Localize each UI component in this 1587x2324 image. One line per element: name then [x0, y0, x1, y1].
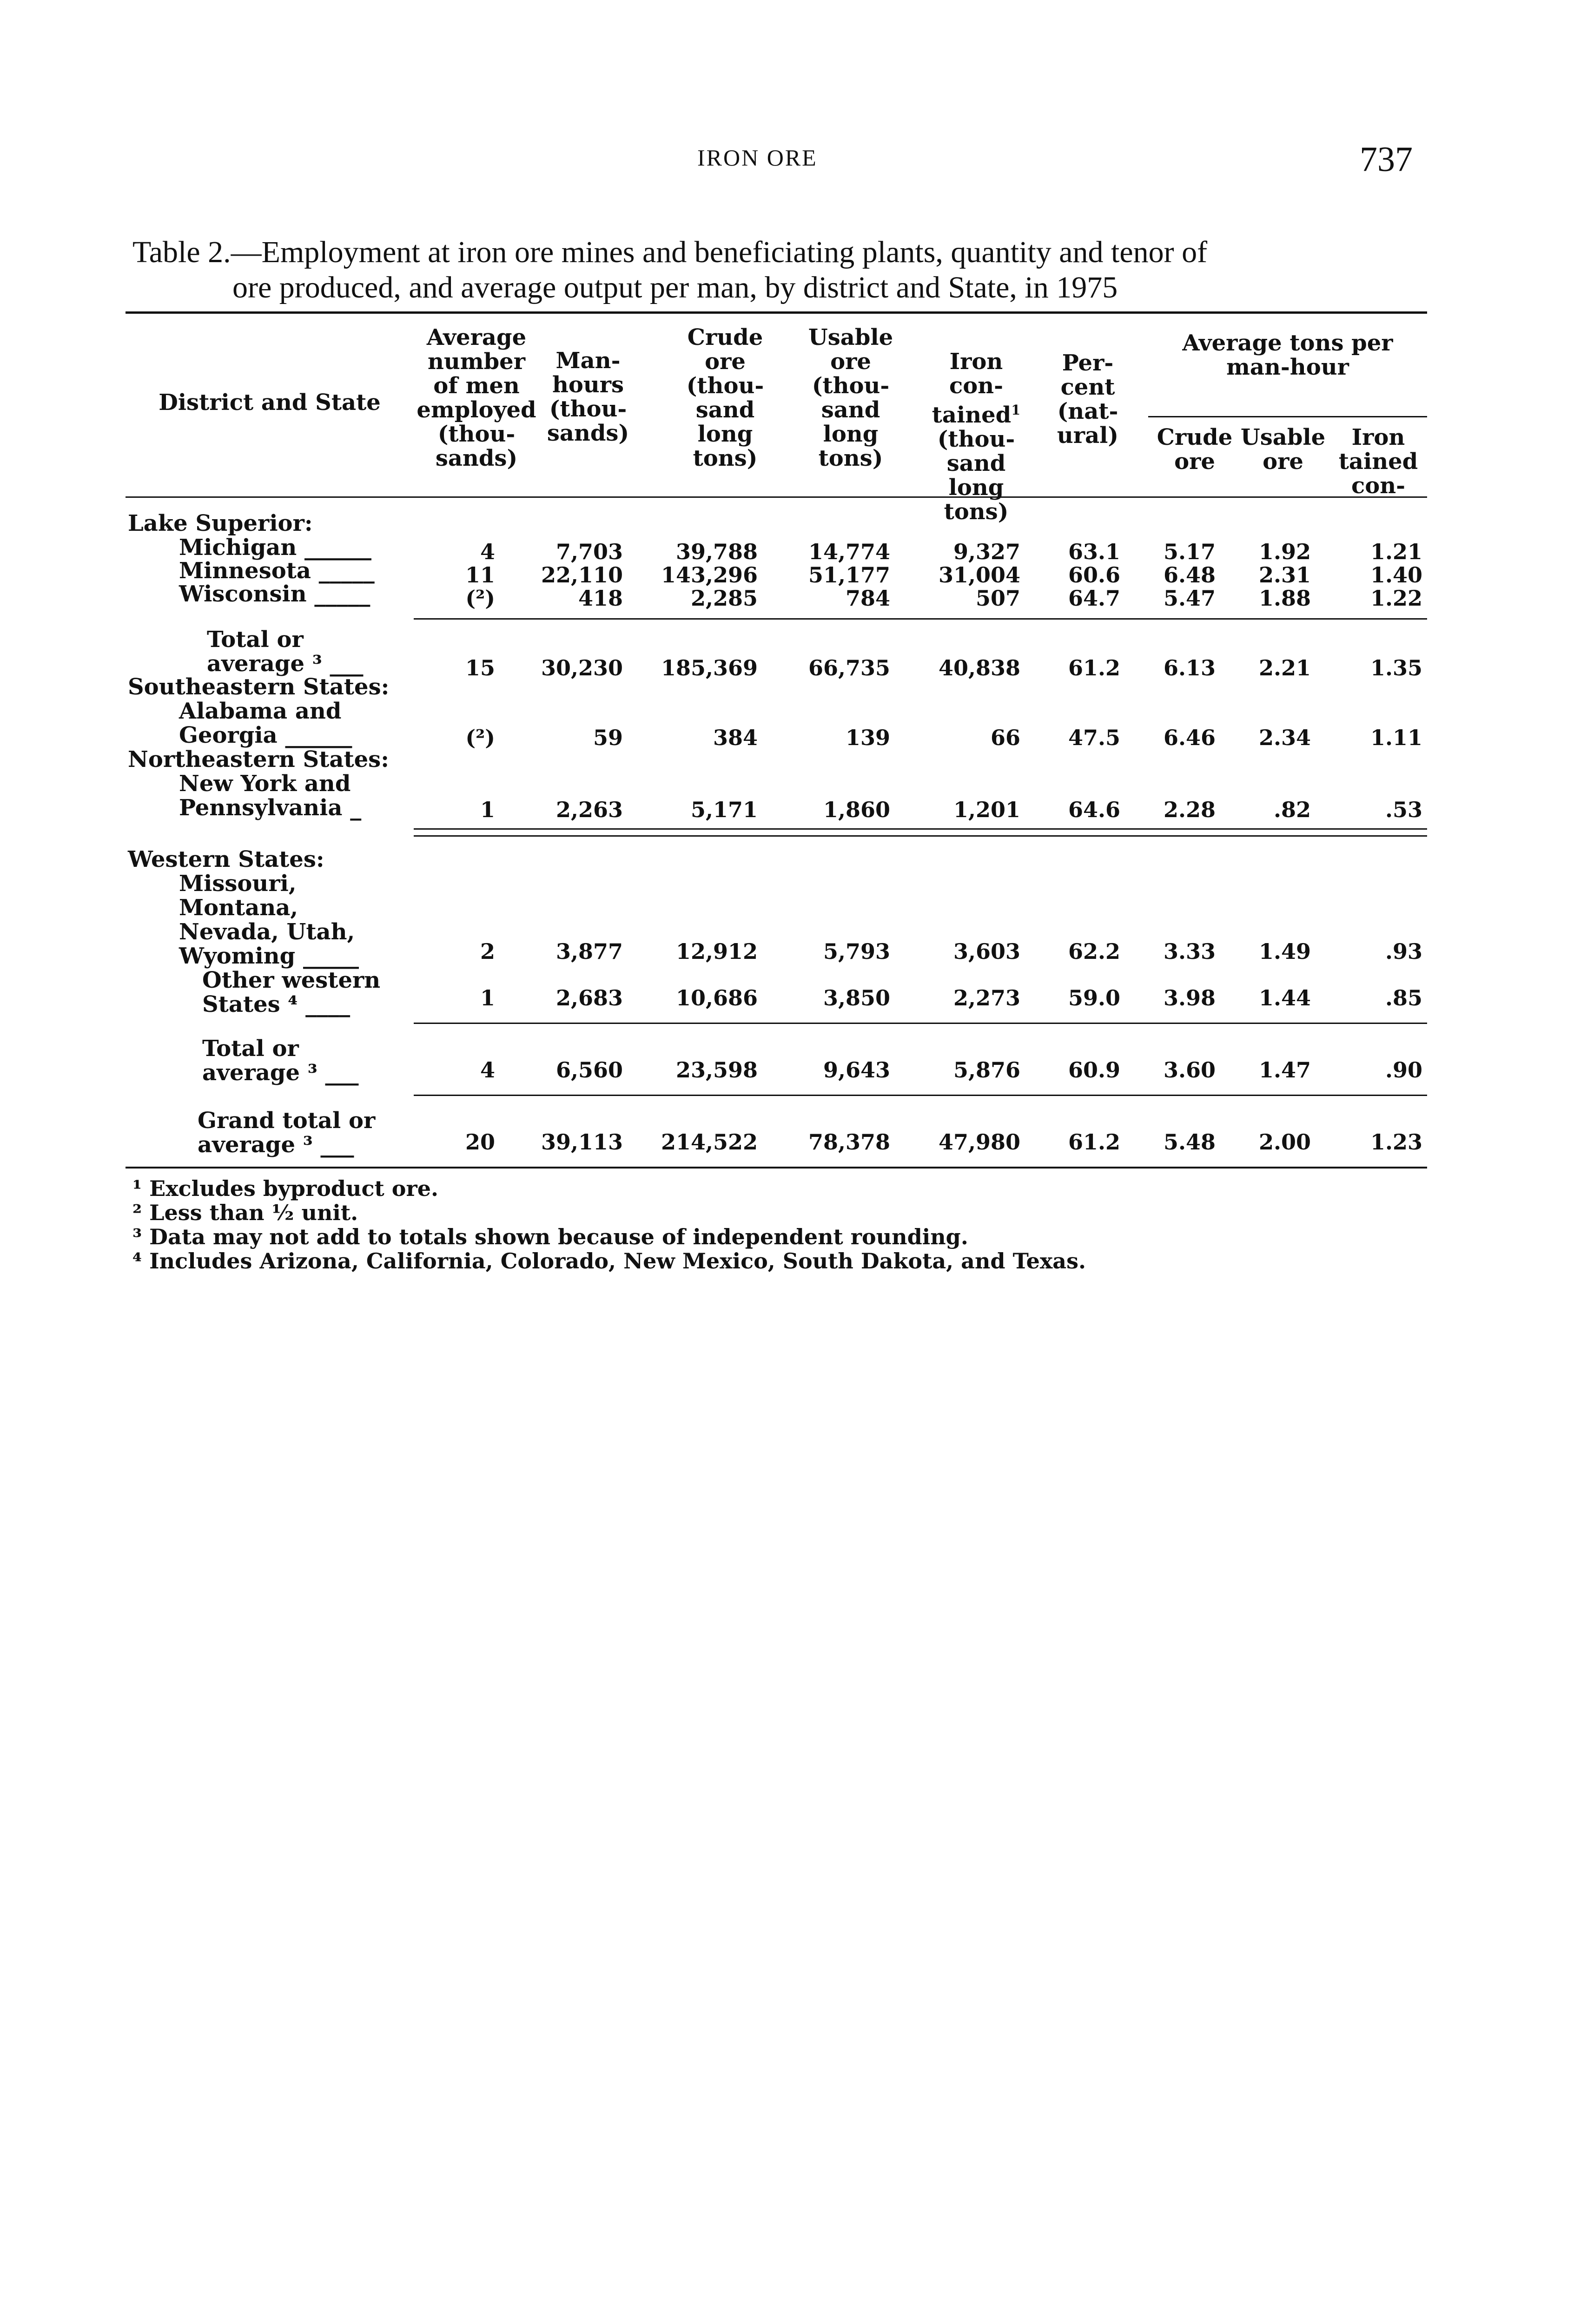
cell-usable-ore: 784 [845, 586, 890, 611]
cell-usable-ore: 3,850 [823, 985, 890, 1010]
header-crude-ore: Crude ore (thou- sand long tons) [686, 324, 764, 471]
cell-iron-contained: 40,838 [938, 655, 1020, 680]
cell-tons-iron: 1.11 [1370, 725, 1422, 750]
cell-tons-usable: .82 [1273, 797, 1311, 822]
cell-iron-contained: 31,004 [938, 562, 1020, 588]
cell-percent: 61.2 [1068, 655, 1120, 680]
cell-percent: 62.2 [1068, 939, 1120, 964]
footnote-1: ¹ Excludes byproduct ore. [132, 1176, 438, 1201]
cell-man-hours: 59 [593, 725, 623, 750]
caption-line-2: ore produced, and average output per man, by district and State, in 1975 [232, 271, 1118, 304]
cell-percent: 60.6 [1068, 562, 1120, 588]
cell-percent: 60.9 [1068, 1057, 1120, 1083]
cell-iron-contained: 47,980 [938, 1129, 1020, 1155]
cell-percent: 64.6 [1068, 797, 1120, 822]
header-man-hours: Man- hours (thou- sands) [547, 348, 629, 446]
row-label-grand-total: Grand total or average ³ ___ [198, 1108, 376, 1158]
cell-men-employed: 1 [480, 797, 495, 822]
cell-crude-ore: 214,522 [661, 1129, 758, 1155]
cell-man-hours: 22,110 [541, 562, 623, 588]
cell-percent: 64.7 [1068, 586, 1120, 611]
cell-tons-crude: 5.48 [1163, 1129, 1216, 1155]
cell-men-employed: 2 [480, 939, 495, 964]
cell-usable-ore: 5,793 [823, 939, 890, 964]
cell-man-hours: 418 [578, 586, 623, 611]
group-western: Western States: [128, 846, 324, 872]
cell-tons-usable: 2.21 [1258, 655, 1311, 680]
row-label-mountain-states: Missouri, Montana, Nevada, Utah, Wyoming _____ [179, 871, 359, 969]
row-label-other-western: Other western States ⁴ ____ [202, 967, 381, 1017]
cell-iron-contained: 3,603 [953, 939, 1020, 964]
cell-percent: 63.1 [1068, 539, 1120, 564]
row-label-alabama-georgia: Alabama and Georgia ______ [179, 698, 352, 748]
cell-men-employed: 4 [480, 1057, 495, 1083]
bottom-rule [126, 1167, 1427, 1169]
header-sub-crude-ore: Crude ore [1157, 424, 1233, 475]
cell-men-employed: 20 [465, 1129, 495, 1155]
cell-percent: 61.2 [1068, 1129, 1120, 1155]
cell-tons-crude: 3.60 [1163, 1057, 1216, 1083]
cell-men-employed: 11 [465, 562, 495, 588]
cell-usable-ore: 78,378 [808, 1129, 890, 1155]
cell-percent: 47.5 [1068, 725, 1120, 750]
row-label-minnesota: Minnesota _____ [179, 558, 375, 584]
header-usable-ore: Usable ore (thou- sand long tons) [808, 324, 893, 471]
cell-tons-crude: 5.47 [1163, 586, 1216, 611]
cell-man-hours: 7,703 [555, 539, 623, 564]
cell-men-employed: 4 [480, 539, 495, 564]
cell-iron-contained: 507 [975, 586, 1020, 611]
cell-tons-iron: 1.35 [1370, 655, 1422, 680]
cell-usable-ore: 51,177 [808, 562, 890, 588]
cell-men-employed: (²) [465, 586, 495, 611]
cell-iron-contained: 5,876 [953, 1057, 1020, 1083]
cell-usable-ore: 9,643 [823, 1057, 890, 1083]
cell-tons-usable: 1.92 [1258, 539, 1311, 564]
cell-crude-ore: 23,598 [675, 1057, 758, 1083]
cell-man-hours: 2,683 [555, 985, 623, 1010]
cell-tons-crude: 6.48 [1163, 562, 1216, 588]
lake-subtotal-rule [414, 618, 1427, 620]
row-label-michigan: Michigan ______ [179, 535, 371, 561]
cell-man-hours: 3,877 [555, 939, 623, 964]
cell-crude-ore: 143,296 [661, 562, 758, 588]
cell-crude-ore: 2,285 [690, 586, 758, 611]
header-iron-units: (thou- sand long tons) [937, 426, 1015, 525]
cell-iron-contained: 1,201 [953, 797, 1020, 822]
cell-usable-ore: 1,860 [823, 797, 890, 822]
cell-tons-usable: 1.47 [1258, 1057, 1311, 1083]
header-district: District and State [159, 390, 381, 416]
header-sub-iron-contained: Iron tained con- [1338, 424, 1418, 499]
cell-man-hours: 2,263 [555, 797, 623, 822]
cell-men-employed: 1 [480, 985, 495, 1010]
cell-crude-ore: 12,912 [675, 939, 758, 964]
footnote-4: ⁴ Includes Arizona, California, Colorado, New Mexico, South Dakota, and Texas. [132, 1248, 1086, 1274]
cell-iron-contained: 2,273 [953, 985, 1020, 1010]
west-subtotal-rule [414, 1023, 1427, 1024]
east-double-rule-1 [414, 828, 1427, 830]
header-sub-usable-ore: Usable ore [1240, 424, 1326, 475]
cell-tons-usable: 1.49 [1258, 939, 1311, 964]
cell-tons-usable: 2.34 [1258, 725, 1311, 750]
cell-percent: 59.0 [1068, 985, 1120, 1010]
cell-tons-usable: 2.00 [1258, 1129, 1311, 1155]
cell-tons-crude: 2.28 [1163, 797, 1216, 822]
group-lake-superior: Lake Superior: [128, 510, 313, 536]
east-double-rule-2 [414, 835, 1427, 837]
cell-tons-iron: .85 [1385, 985, 1422, 1010]
cell-tons-crude: 3.33 [1163, 939, 1216, 964]
cell-tons-crude: 5.17 [1163, 539, 1216, 564]
row-label-wisconsin: Wisconsin _____ [179, 581, 370, 607]
group-southeastern: Southeastern States: [128, 674, 390, 700]
cell-crude-ore: 10,686 [675, 985, 758, 1010]
footnote-3: ³ Data may not add to totals shown because of independent rounding. [132, 1224, 968, 1249]
cell-tons-iron: 1.22 [1370, 586, 1422, 611]
page-number: 737 [1360, 140, 1413, 179]
cell-man-hours: 39,113 [541, 1129, 623, 1155]
cell-crude-ore: 5,171 [690, 797, 758, 822]
cell-tons-crude: 3.98 [1163, 985, 1216, 1010]
cell-tons-iron: .90 [1385, 1057, 1422, 1083]
footnote-mark-1: 1 [1011, 402, 1021, 418]
group-northeastern: Northeastern States: [128, 746, 389, 772]
cell-men-employed: 15 [465, 655, 495, 680]
cell-men-employed: (²) [465, 725, 495, 750]
row-label-lake-total: Total or average ³ ___ [207, 627, 364, 677]
cell-crude-ore: 185,369 [661, 655, 758, 680]
cell-tons-iron: 1.23 [1370, 1129, 1422, 1155]
cell-tons-iron: .53 [1385, 797, 1422, 822]
header-iron-contained [920, 325, 1032, 548]
row-label-ny-pa: New York and Pennsylvania _ [179, 771, 362, 821]
header-percent: Per- cent (nat- ural) [1057, 350, 1119, 449]
cell-man-hours: 6,560 [555, 1057, 623, 1083]
row-label-west-total: Total or average ³ ___ [202, 1036, 359, 1086]
caption-line-1: Table 2.—Employment at iron ore mines and beneficiating plants, quantity and tenor of [132, 235, 1208, 269]
table-caption [132, 235, 1429, 305]
header-avg-tons-group: Average tons per man-hour [1182, 330, 1393, 380]
cell-tons-iron: .93 [1385, 939, 1422, 964]
cell-iron-contained: 9,327 [953, 539, 1020, 564]
running-head: IRON ORE [697, 145, 818, 171]
header-iron-text: Iron con- tained [932, 349, 1012, 428]
west-total-rule [414, 1095, 1427, 1096]
header-men-employed: Average number of men employed (thou- sands) [417, 324, 536, 471]
cell-usable-ore: 66,735 [808, 655, 890, 680]
cell-tons-iron: 1.40 [1370, 562, 1422, 588]
cell-tons-iron: 1.21 [1370, 539, 1422, 564]
cell-usable-ore: 139 [845, 725, 890, 750]
cell-tons-usable: 1.88 [1258, 586, 1311, 611]
footnote-2: ² Less than ½ unit. [132, 1200, 358, 1225]
cell-man-hours: 30,230 [541, 655, 623, 680]
cell-tons-crude: 6.13 [1163, 655, 1216, 680]
top-rule [126, 311, 1427, 314]
cell-usable-ore: 14,774 [808, 539, 890, 564]
cell-crude-ore: 384 [713, 725, 758, 750]
cell-tons-usable: 1.44 [1258, 985, 1311, 1010]
cell-tons-usable: 2.31 [1258, 562, 1311, 588]
header-rule [126, 496, 1427, 498]
cell-tons-crude: 6.46 [1163, 725, 1216, 750]
cell-iron-contained: 66 [990, 725, 1020, 750]
avg-group-rule [1148, 416, 1427, 417]
cell-crude-ore: 39,788 [675, 539, 758, 564]
